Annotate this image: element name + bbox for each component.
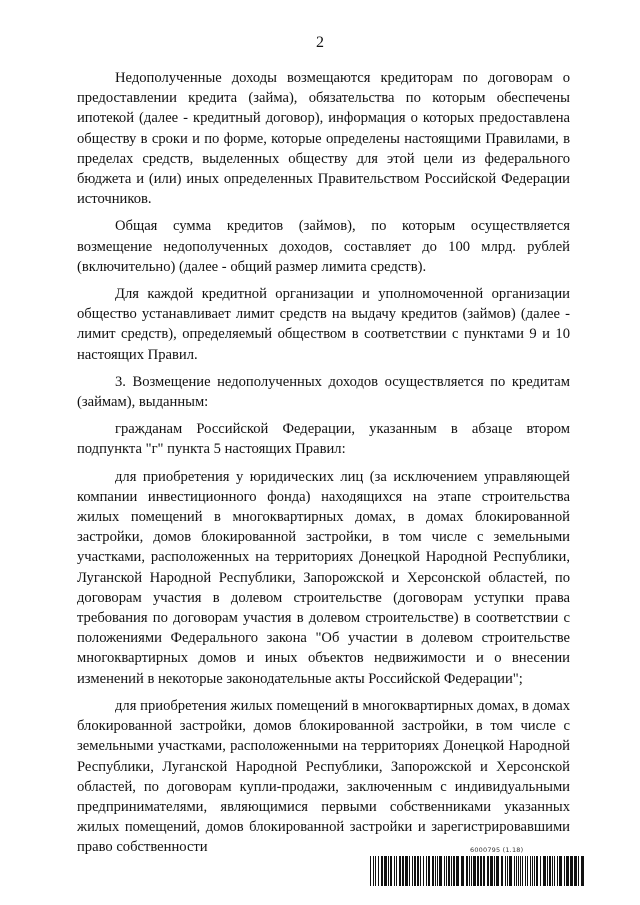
document-body <box>77 68 570 865</box>
barcode-number: 6000795 (1.18) <box>470 846 524 854</box>
barcode-icon <box>370 856 585 886</box>
page-number: 2 <box>316 34 324 51</box>
paragraph-clause-3: 3. Возмещение недополученных доходов осуществляется по кредитам (займам), выданным: <box>77 373 570 411</box>
paragraph-total-sum: Общая сумма кредитов (займов), по которым осуществляется возмещение недополученных доходов, составляет до 100 млрд. рублей (включительно) (далее - общий размер лимита средств). <box>77 218 570 275</box>
paragraph-purchase: для приобретения жилых помещений в многоквартирных домах, в домах блокированной застройки, домов блокированной застройки, в том числе с земельными участками, расположенными на территориях Донецкой Народной Республики, Луганской Народной Республики, Запорожской и Херсонской областей, по договорам купли-продажи, заключенным с индивидуальными предпринимателями, являющимися первыми собственниками указанных жилых помещений, домов блокированной застройки и зарегистрировавшими право собственности <box>77 697 570 856</box>
paragraph-citizens: гражданам Российской Федерации, указанным в абзаце втором подпункта "г" пункта 5 настоящих Правил: <box>77 421 570 458</box>
paragraph-credit-limit: Для каждой кредитной организации и уполномоченной организации общество устанавливает лимит средств на выдачу кредитов (займов) (далее - лимит средств), определяемый обществом в соответствии с пунктами 9 и 10 настоящих Правил. <box>77 286 570 363</box>
paragraph-lost-income: Недополученные доходы возмещаются кредиторам по договорам о предоставлении кредита (займа), обязательства по которым обеспечены ипотекой (далее - кредитный договор), информация о которых предоставлена обществу в сроки и по форме, которые определены настоящими Правилами, в пределах средств, выделенных обществу для этой цели из федерального бюджета и (или) иных определенных Правительством Российской Федерации источников. <box>77 70 570 208</box>
paragraph-shared-construction: для приобретения у юридических лиц (за исключением управляющей компании инвестиционного фонда) находящихся на этапе строительства жилых помещений в многоквартирных домах, в домах блокированной застройки, домов блокированной застройки, в том числе с земельными участками, расположенных на территориях Донецкой Народной Республики, Луганской Народной Республики, Запорожской и Херсонской областей, по договорам участия в долевом строительстве (договорам уступки права требования по договорам участия в долевом строительстве) в соответствии с положениями Федерального закона "Об участии в долевом строительстве многоквартирных домов и иных объектов недвижимости и о внесении изменений в некоторые законодательные акты Российской Федерации"; <box>77 468 570 687</box>
